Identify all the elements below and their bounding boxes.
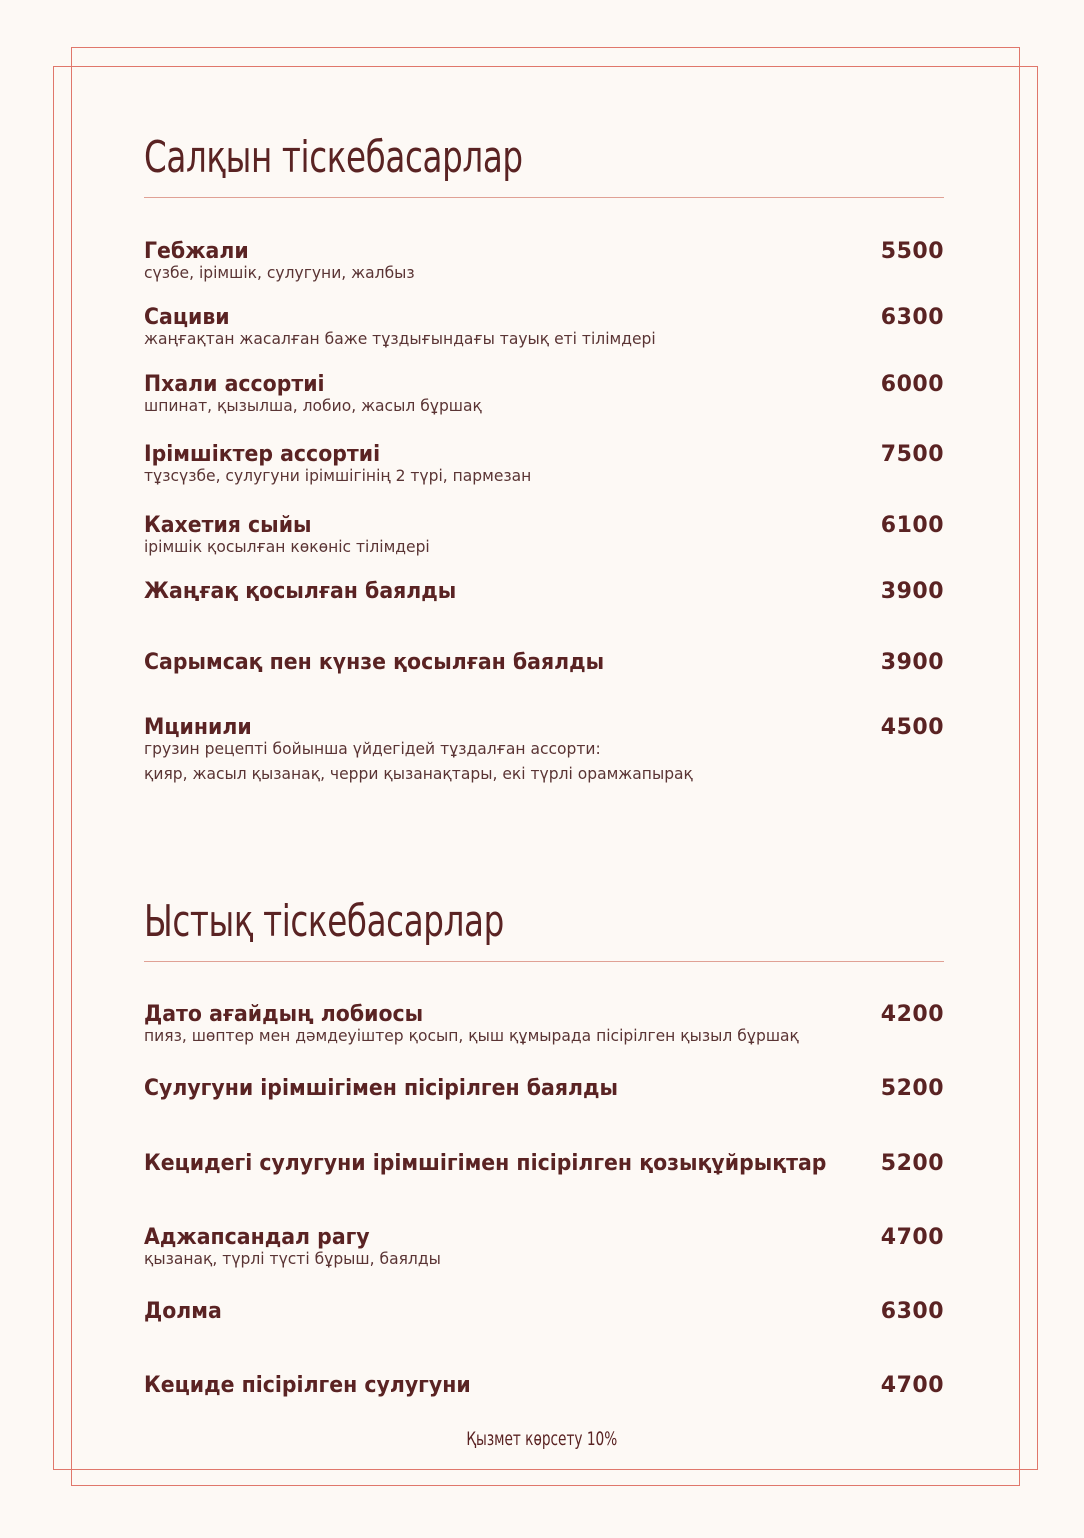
item-description: сүзбе, ірімшік, сулугуни, жалбыз bbox=[144, 263, 415, 282]
item-name: Аджапсандал рагу bbox=[144, 1225, 370, 1250]
item-price: 5200 bbox=[880, 1076, 944, 1101]
item-price: 4200 bbox=[880, 1002, 944, 1027]
item-name: Сулугуни ірімшігімен пісірілген баялды bbox=[144, 1076, 619, 1101]
item-price: 3900 bbox=[880, 579, 944, 604]
item-name: Кецидe пісірілген сулугуни bbox=[144, 1373, 471, 1398]
menu-item bbox=[144, 716, 944, 784]
menu-item bbox=[144, 373, 944, 416]
item-price: 7500 bbox=[880, 442, 944, 467]
item-price: 4700 bbox=[880, 1225, 944, 1250]
item-name: Пхали ассортиі bbox=[144, 372, 325, 397]
item-price: 4700 bbox=[880, 1373, 944, 1398]
item-name: Сациви bbox=[144, 305, 230, 330]
section-title-hot-appetizers: Ыстық тіскебасарлар bbox=[144, 896, 504, 947]
menu-item bbox=[144, 1374, 944, 1398]
menu-item bbox=[144, 651, 944, 675]
menu-item bbox=[144, 1077, 944, 1101]
service-charge-text: Қызмет көрсету 10% bbox=[466, 1428, 618, 1450]
item-price: 3900 bbox=[880, 650, 944, 675]
item-name: Долма bbox=[144, 1299, 222, 1324]
item-name: Ірімшіктер ассортиі bbox=[144, 442, 381, 467]
service-charge-note bbox=[0, 1428, 1084, 1450]
item-name: Кахетия сыйы bbox=[144, 513, 312, 538]
item-description: тұзсүзбе, сулугуни ірімшігінің 2 түрі, пармезан bbox=[144, 466, 532, 485]
menu-item bbox=[144, 1152, 944, 1176]
item-name: Дато ағайдың лобиосы bbox=[144, 1002, 424, 1027]
item-name: Мцинили bbox=[144, 715, 252, 740]
item-price: 5200 bbox=[880, 1151, 944, 1176]
menu-item bbox=[144, 580, 944, 604]
item-price: 6000 bbox=[880, 372, 944, 397]
item-price: 5500 bbox=[880, 239, 944, 264]
item-description: қияр, жасыл қызанақ, черри қызанақтары, екі түрлі орамжапырақ bbox=[144, 764, 693, 783]
item-name: Гебжали bbox=[144, 239, 249, 264]
menu-item bbox=[144, 1300, 944, 1324]
item-price: 6300 bbox=[880, 1299, 944, 1324]
menu-item bbox=[144, 1226, 944, 1269]
item-price: 6100 bbox=[880, 513, 944, 538]
item-description: пияз, шөптер мен дәмдеуіштер қосып, қыш құмырада пісірілген қызыл бұршақ bbox=[144, 1026, 799, 1045]
menu-item bbox=[144, 1003, 944, 1046]
menu-item bbox=[144, 240, 944, 283]
item-price: 4500 bbox=[880, 715, 944, 740]
section-divider bbox=[144, 197, 944, 198]
item-description: жаңғақтан жасалған баже тұздығындағы тауық еті тілімдері bbox=[144, 329, 656, 348]
item-price: 6300 bbox=[880, 305, 944, 330]
section-divider bbox=[144, 961, 944, 962]
item-description: шпинат, қызылша, лобио, жасыл бұршақ bbox=[144, 396, 482, 415]
menu-item bbox=[144, 306, 944, 349]
item-description: қызанақ, түрлі түсті бұрыш, баялды bbox=[144, 1249, 441, 1268]
menu-item bbox=[144, 514, 944, 557]
item-name: Кецидегі сулугуни ірімшігімен пісірілген қозықұйрықтар bbox=[144, 1151, 827, 1176]
item-description: ірімшік қосылған көкөніс тілімдері bbox=[144, 537, 430, 556]
item-name: Сарымсақ пен күнзе қосылған баялды bbox=[144, 650, 605, 675]
menu-item bbox=[144, 443, 944, 486]
item-name: Жаңғақ қосылған баялды bbox=[144, 579, 457, 604]
item-description: грузин рецепті бойынша үйдегідей тұздалған ассорти: bbox=[144, 739, 601, 758]
section-title-cold-appetizers: Салқын тіскебасарлар bbox=[144, 132, 523, 183]
